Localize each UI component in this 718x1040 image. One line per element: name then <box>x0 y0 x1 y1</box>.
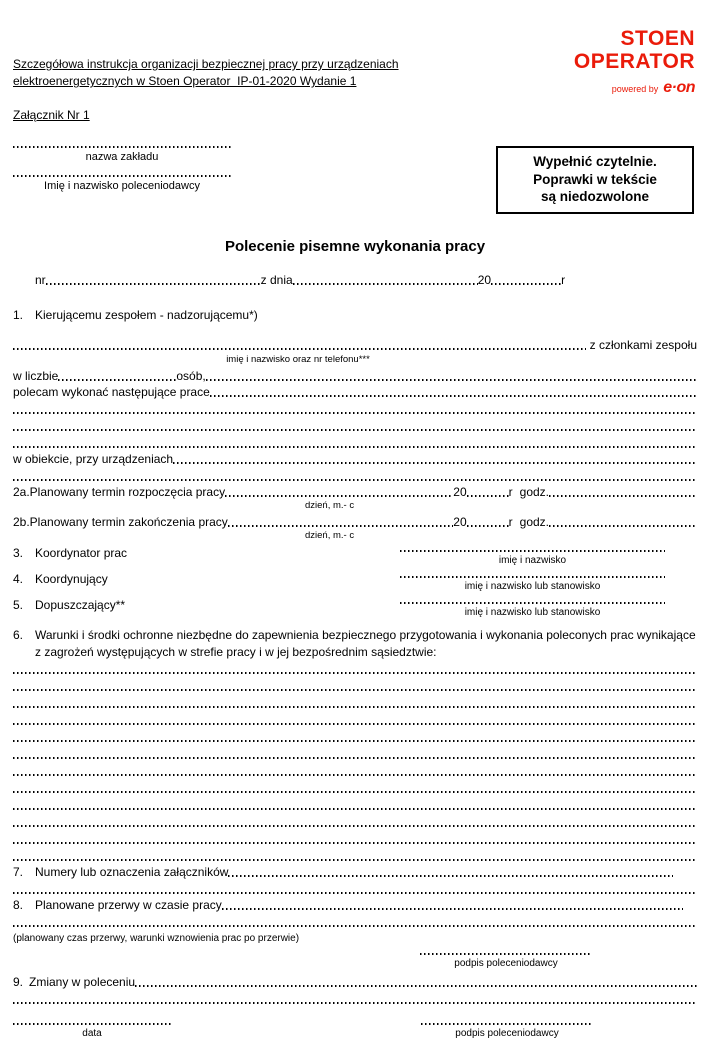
dotted-fill-line <box>421 1023 593 1025</box>
object-row <box>13 451 697 467</box>
item-8-hint: (planowany czas przerwy, warunki wznowienia prac po przerwie) <box>13 933 300 944</box>
item-2b-date-hint: dzień, m.- c <box>305 530 355 541</box>
team-count-row <box>13 368 697 384</box>
item-2b-year-prefix: 20 <box>453 515 467 529</box>
z-dnia-label: z dnia <box>260 272 293 287</box>
dotted-fill-line <box>400 576 665 578</box>
dotted-fill-line <box>13 175 231 177</box>
item-1 <box>13 307 697 324</box>
team-members-row <box>13 337 697 353</box>
tasks-label: polecam wykonać następujące prace <box>13 385 210 399</box>
dotted-fill-line <box>173 462 697 464</box>
bottom-signature-row <box>13 1023 697 1040</box>
year-suffix: r <box>561 272 566 287</box>
date-hint: data <box>82 1028 102 1039</box>
dotted-fill-line <box>549 495 697 497</box>
blank-write-line <box>13 847 697 864</box>
notice-line1: Wypełnić czytelnie. <box>533 154 657 169</box>
item-8-number: 8. <box>13 898 24 912</box>
blank-write-line <box>13 400 697 417</box>
notice-line3: są niedozwolone <box>540 189 649 204</box>
powered-by-text: powered by <box>611 84 659 94</box>
blank-write-line <box>13 660 697 677</box>
item-2a-date-hint: dzień, m.- c <box>305 500 355 511</box>
item-3-row <box>13 546 697 567</box>
blank-write-line <box>13 434 697 451</box>
dotted-fill-line <box>13 348 586 350</box>
dotted-fill-line <box>491 283 561 285</box>
plant-name-field <box>13 146 231 164</box>
blank-write-line <box>13 990 697 1007</box>
blank-write-line <box>13 779 697 796</box>
document-header <box>13 56 483 90</box>
dotted-fill-line <box>13 723 697 725</box>
dotted-fill-line <box>13 842 697 844</box>
item-4-number: 4. <box>13 572 24 586</box>
logo-operator-text: OPERATOR <box>573 50 695 73</box>
nr-label: nr <box>35 272 46 287</box>
item-9-number: 9. <box>13 975 24 989</box>
blank-write-line <box>13 467 697 484</box>
dotted-fill-line <box>293 283 478 285</box>
blank-write-line <box>13 711 697 728</box>
blank-write-line <box>13 417 697 434</box>
dotted-fill-line <box>400 602 665 604</box>
issuer-signature-block-2 <box>421 1023 593 1040</box>
attachment-label: Załącznik Nr 1 <box>13 108 90 122</box>
item-1-text: Kierującemu zespołem - nadzorującemu*) <box>35 307 258 322</box>
dotted-fill-line <box>135 985 697 987</box>
item-7-number: 7. <box>13 865 24 879</box>
dotted-fill-line <box>420 953 592 955</box>
dotted-fill-line <box>210 395 697 397</box>
blank-write-line <box>13 728 697 745</box>
dotted-fill-line <box>13 892 697 894</box>
issuer-signature-block-1 <box>420 953 592 970</box>
dotted-fill-line <box>13 446 697 448</box>
issuer-signature-hint-1: podpis poleceniodawcy <box>454 958 558 969</box>
item-5-number: 5. <box>13 598 24 612</box>
dotted-fill-line <box>206 379 697 381</box>
blank-write-line <box>13 694 697 711</box>
dotted-fill-line <box>13 429 697 431</box>
dotted-fill-line <box>549 525 697 527</box>
blank-write-line <box>13 880 697 897</box>
item-6 <box>13 627 697 660</box>
item-4-hint: imię i nazwisko lub stanowisko <box>464 581 601 592</box>
issuer-name-field <box>13 175 231 193</box>
team-members-hint: imię i nazwisko oraz nr telefonu*** <box>226 354 370 365</box>
count-label-before: w liczbie <box>13 369 59 383</box>
dotted-fill-line <box>400 550 665 552</box>
dotted-fill-line <box>13 1002 697 1004</box>
item-3-number: 3. <box>13 546 24 560</box>
item-4-text: Koordynujący <box>35 572 108 586</box>
item-2a-hour-label: godz. <box>519 485 549 499</box>
item-7-row <box>13 864 697 880</box>
dotted-fill-line <box>228 875 673 877</box>
dotted-fill-line <box>46 283 261 285</box>
item-6-number: 6. <box>13 628 24 642</box>
item-3-hint: imię i nazwisko <box>498 555 567 566</box>
dotted-fill-line <box>13 672 697 674</box>
item-4-row <box>13 572 697 593</box>
item-7-text: Numery lub oznaczenia załączników <box>35 865 229 879</box>
date-block <box>13 1023 171 1040</box>
object-label: w obiekcie, przy urządzeniach <box>13 452 174 466</box>
dotted-fill-line <box>222 908 683 910</box>
dotted-fill-line <box>13 774 697 776</box>
item-3-text: Koordynator prac <box>35 546 128 560</box>
dotted-fill-line <box>13 689 697 691</box>
notice-line2: Poprawki w tekście <box>533 171 657 187</box>
item-5-row <box>13 598 697 619</box>
dotted-fill-line <box>13 925 697 927</box>
dotted-fill-line <box>13 825 697 827</box>
item-5-hint: imię i nazwisko lub stanowisko <box>464 607 601 618</box>
item-2b-label: 2b.Planowany termin zakończenia pracy <box>13 515 228 529</box>
dotted-fill-line <box>13 146 231 148</box>
dotted-fill-line <box>13 479 697 481</box>
tasks-row <box>13 384 697 400</box>
dotted-fill-line <box>13 1023 171 1025</box>
dotted-fill-line <box>13 859 697 861</box>
logo-stoen-text: STOEN <box>620 27 695 50</box>
dotted-fill-line <box>58 379 176 381</box>
item-6-text: Warunki i środki ochronne niezbędne do zapewnienia bezpiecznego przygotowania i wykonania poleconych prac wynikające z zagrożeń występujących w strefie pracy i w jej bezpośrednim sąsiedztwie: <box>35 628 696 659</box>
dotted-fill-line <box>13 412 697 414</box>
issuer-name-hint: Imię i nazwisko poleceniodawcy <box>44 180 200 192</box>
order-number-row <box>13 272 565 288</box>
blank-write-line <box>13 913 697 930</box>
form-title: Polecenie pisemne wykonania pracy <box>224 237 486 255</box>
eon-logo: e·on <box>663 79 695 96</box>
instruction-title-line1: Szczegółowa instrukcja organizacji bezpiecznej pracy przy urządzeniach <box>13 57 399 71</box>
team-members-suffix: z członkami zespołu <box>589 338 697 352</box>
dotted-fill-line <box>13 740 697 742</box>
item-9-text: Zmiany w poleceniu <box>29 975 136 989</box>
item-5-text: Dopuszczający** <box>35 598 126 612</box>
dotted-fill-line <box>228 525 454 527</box>
blank-write-line <box>13 677 697 694</box>
issuer-signature-hint-2: podpis poleceniodawcy <box>455 1028 559 1039</box>
item-2b-year-suffix: r <box>508 515 513 529</box>
dotted-fill-line <box>13 808 697 810</box>
dotted-fill-line <box>225 495 453 497</box>
blank-write-line <box>13 762 697 779</box>
count-label-after: osób, <box>176 369 206 383</box>
item-1-number: 1. <box>13 307 24 322</box>
blank-write-line <box>13 813 697 830</box>
item-8-text: Planowane przerwy w czasie pracy <box>35 898 222 912</box>
recipient-fields <box>13 146 496 214</box>
instruction-title-line2: elektroenergetycznych w Stoen Operator IP-01-2020 Wydanie 1 <box>13 74 357 88</box>
item-2b-row <box>13 514 697 530</box>
item-2b-hour-label: godz. <box>519 515 549 529</box>
blank-write-line <box>13 796 697 813</box>
item-9-row <box>13 974 697 990</box>
dotted-fill-line <box>13 706 697 708</box>
fill-legibly-notice-box <box>496 146 694 214</box>
item-2a-year-suffix: r <box>508 485 513 499</box>
dotted-fill-line <box>13 757 697 759</box>
item-2a-row <box>13 484 697 500</box>
item-2a-year-prefix: 20 <box>453 485 467 499</box>
dotted-fill-line <box>467 525 509 527</box>
item-8-row <box>13 897 697 913</box>
item-2a-label: 2a.Planowany termin rozpoczęcia pracy <box>13 485 226 499</box>
blank-write-line <box>13 830 697 847</box>
year-prefix: 20 <box>477 272 492 287</box>
blank-write-line <box>13 745 697 762</box>
dotted-fill-line <box>13 791 697 793</box>
dotted-fill-line <box>467 495 509 497</box>
plant-name-hint: nazwa zakładu <box>85 151 159 163</box>
stoen-operator-logo <box>574 27 695 97</box>
